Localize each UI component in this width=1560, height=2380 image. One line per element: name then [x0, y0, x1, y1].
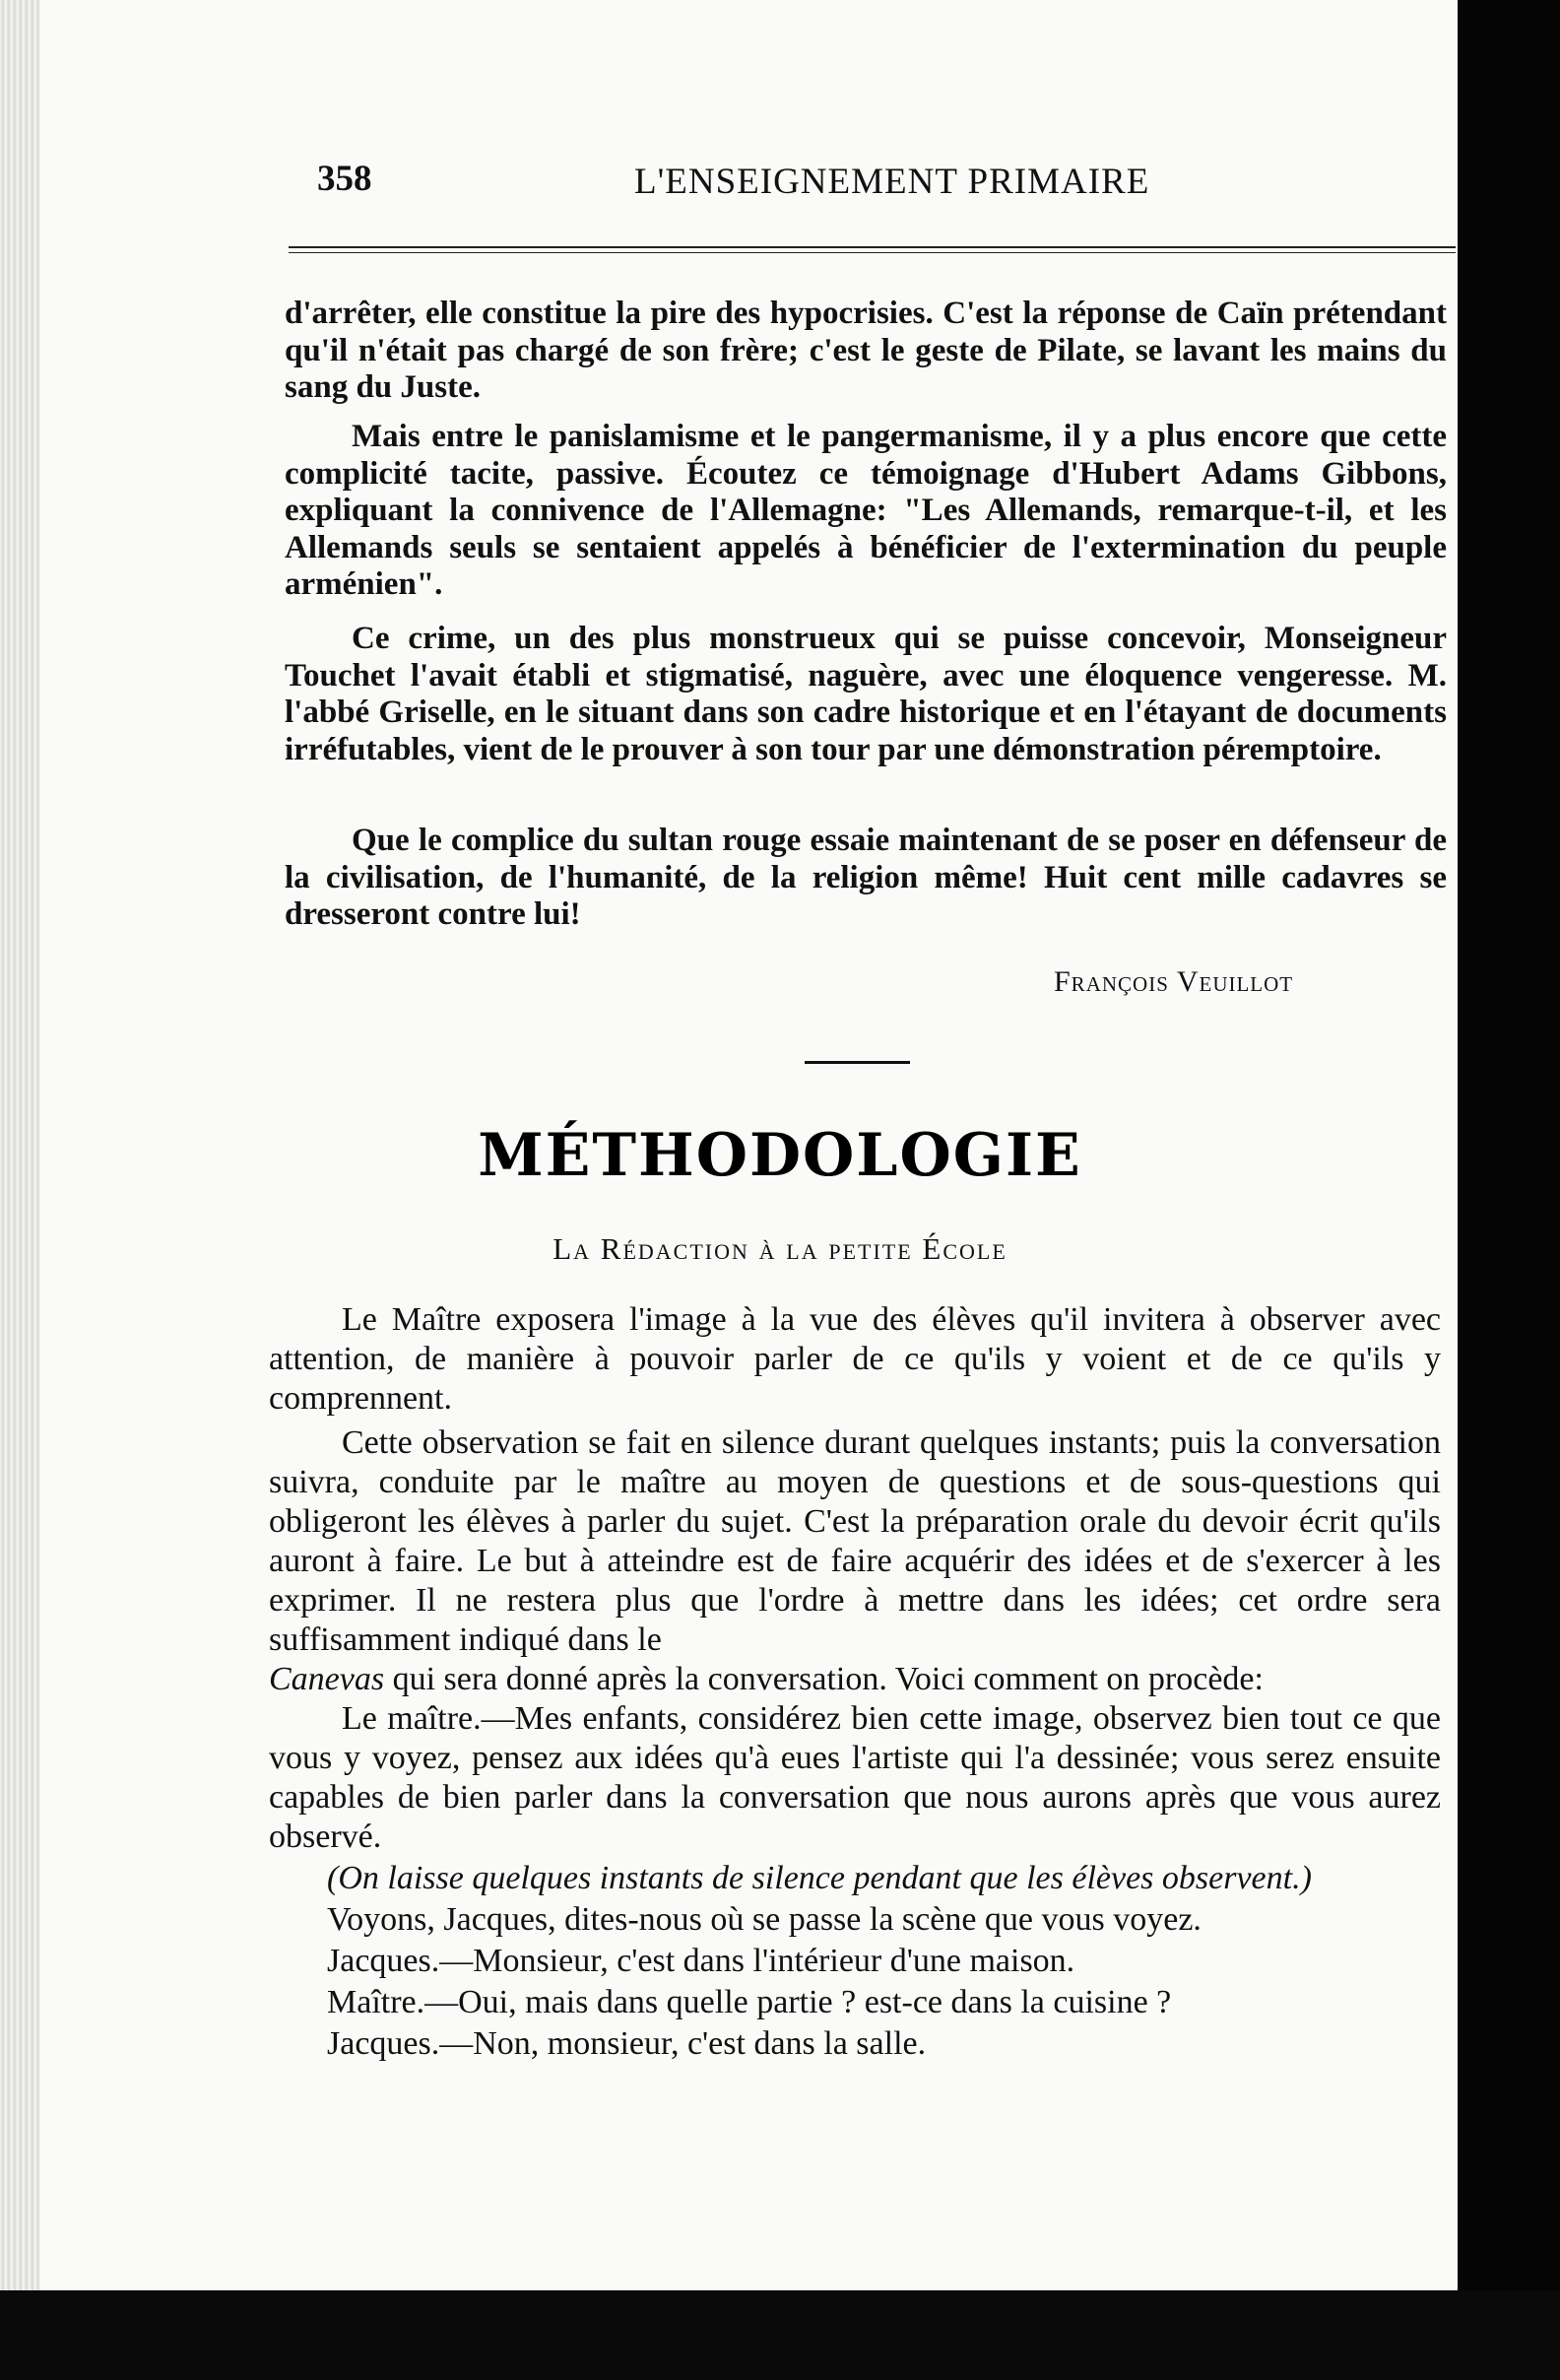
dialogue-line: Jacques.—Non, monsieur, c'est dans la salle. [327, 2025, 927, 2062]
paragraph: Ce crime, un des plus monstrueux qui se puisse concevoir, Monseigneur Touchet l'avait établi et stigmatisé, naguère, avec une éloquence vengeresse. M. l'abbé Griselle, en le situant dans son cadre historique et en l'étayant de documents irréfutables, vient de le prouver à son tour par une démonstration péremptoire. [285, 621, 1447, 767]
page-edge-binding [0, 0, 39, 2380]
section-subheading: La Rédaction à la petite École [552, 1231, 1008, 1266]
paragraph-continuation: qui sera donné après la conversation. Voici comment on procède: [392, 1661, 1264, 1697]
section-divider [805, 1061, 910, 1064]
dialogue-line: Jacques.—Monsieur, c'est dans l'intérieur d'une maison. [327, 1943, 1075, 1979]
dialogue-line: Maître.—Oui, mais dans quelle partie ? est-ce dans la cuisine ? [327, 1984, 1172, 2020]
scan-border-right [1458, 0, 1560, 2380]
paragraph: Le Maître exposera l'image à la vue des élèves qu'il invitera à observer avec attention, de manière à pouvoir parler de ce qu'ils y voient et de ce qu'ils y comprennent. [269, 1301, 1441, 1417]
paragraph: Que le complice du sultan rouge essaie maintenant de se poser en défenseur de la civilisation, de l'humanité, de la religion même! Huit cent mille cadavres se dresseront contre lui! [285, 823, 1447, 932]
header-rule-bottom [289, 252, 1456, 253]
paragraph [269, 1660, 1441, 1699]
section-heading: MÉTHODOLOGIE [478, 1121, 1082, 1190]
stage-direction: (On laisse quelques instants de silence pendant que les élèves observent.) [327, 1860, 1312, 1896]
paragraph: Mais entre le panislamisme et le pangermanisme, il y a plus encore que cette complicité tacite, passive. Écoutez ce témoignage d'Hubert Adams Gibbons, expliquant la connivence de l'Allemagne: "Les Allemands, remarque-t-il, et les Allemands seuls se sentaient appelés à bénéficier de l'extermination du peuple arménien". [285, 419, 1447, 602]
author-signature: François Veuillot [1054, 965, 1294, 998]
scan-border-bottom [0, 2290, 1560, 2380]
paragraph: Le maître.—Mes enfants, considérez bien cette image, observez bien tout ce que vous y voyez, pensez aux idées qu'à eues l'artiste qui l'a dessinée; vous serez ensuite capables de bien parler dans la conversation que nous aurons après que vous aurez observé. [269, 1700, 1441, 1855]
paragraph: Cette observation se fait en silence durant quelques instants; puis la conversation suivra, conduite par le maître au moyen de questions et de sous-questions qui obligeront les élèves à parler du sujet. C'est la préparation orale du devoir écrit qu'ils auront à faire. Le but à atteindre est de faire acquérir des idées et de s'exercer à les exprimer. Il ne restera plus que l'ordre à mettre dans les idées; cet ordre sera suffisamment indiqué dans le [269, 1424, 1441, 1658]
header-rule-top [289, 246, 1456, 248]
dialogue-line: Voyons, Jacques, dites-nous où se passe la scène que vous voyez. [327, 1901, 1202, 1938]
paragraph: d'arrêter, elle constitue la pire des hypocrisies. C'est la réponse de Caïn prétendant qu'il n'était pas chargé de son frère; c'est le geste de Pilate, se lavant les mains du sang du Juste. [285, 296, 1447, 405]
running-title: L'ENSEIGNEMENT PRIMAIRE [634, 162, 1150, 202]
page-number: 358 [317, 159, 372, 199]
canevas-word: Canevas [269, 1661, 385, 1697]
